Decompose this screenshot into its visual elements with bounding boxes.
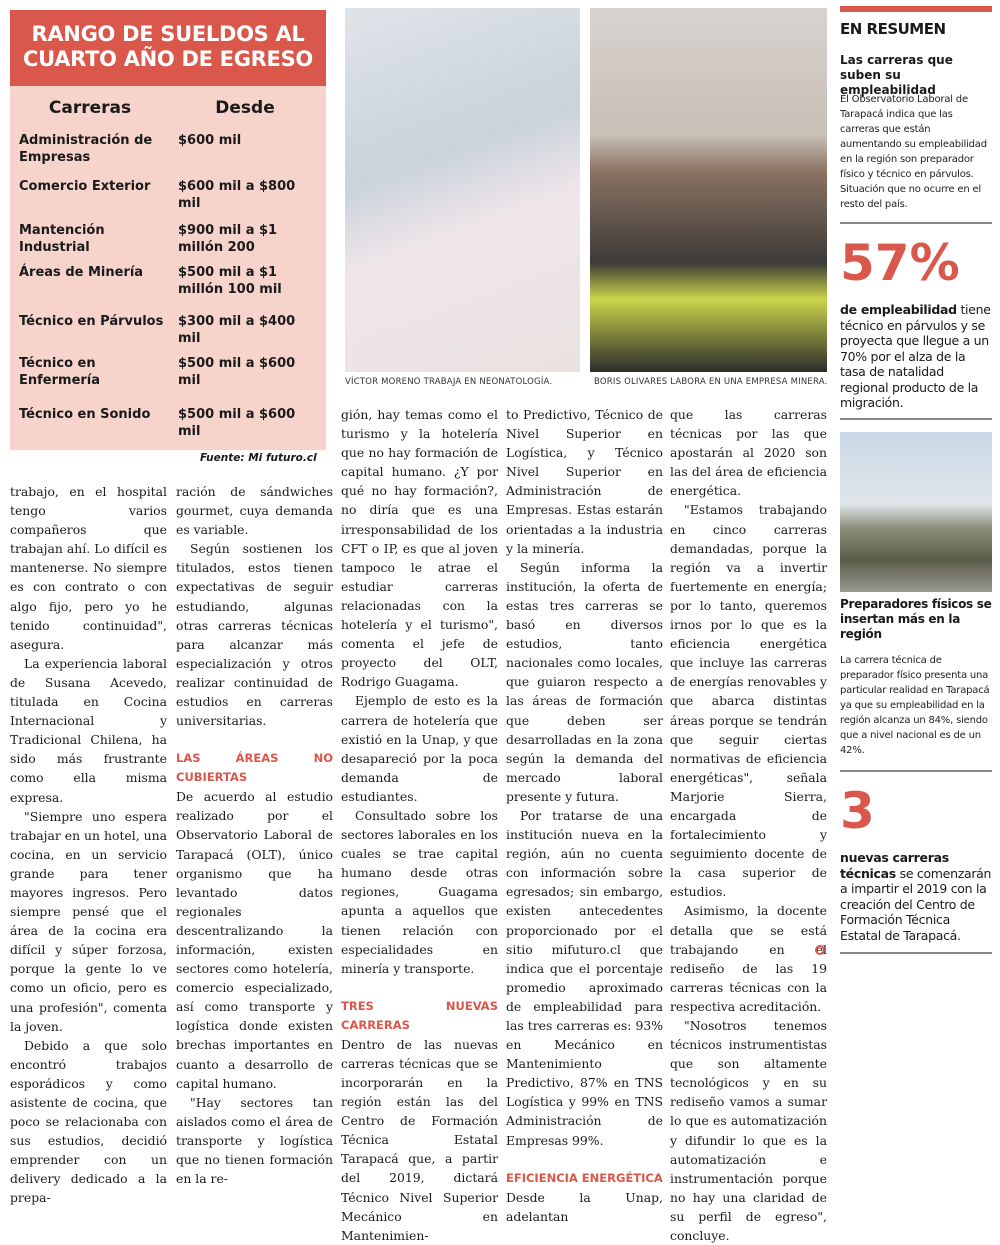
paragraph: Según informa la institución, la oferta de estas tres carreras se basó en diversos estudios, tanto nacionales como locales, que guiaron respecto a las áreas de formación que deben ser desarrolladas en la zona según la demanda del mercado laboral presente y futura. <box>506 559 663 804</box>
table-source: Fuente: Mi futuro.cl <box>200 452 317 464</box>
stat1-description <box>840 302 992 411</box>
article-column-3 <box>341 405 498 1245</box>
paragraph: trabajo, en el hospital tengo varios compañeros que trabajan ahí. Lo difícil es mantenerse. No siempre es con contrato o con algo fijo, pero yo he tenido continuidad", asegura. <box>10 484 167 652</box>
paragraph: La experiencia laboral de Susana Acevedo, titulada en Cocina Internacional y Tradicional Chilena, ha sido más frustrante como ella misma expresa. <box>10 655 167 805</box>
table-row <box>10 313 326 347</box>
paragraph: Debido a que solo encontró trabajos esporádicos y como asistente de cocina, que poco se relacionaba con sus estudios, decidió emprender con un delivery dedicado a la prepa- <box>10 1037 167 1206</box>
photo-boris-olivares <box>590 8 827 372</box>
divider <box>840 770 992 772</box>
photo1-caption: VÍCTOR MORENO TRABAJA EN NEONATOLOGÍA. <box>345 377 553 387</box>
section-heading: LAS ÁREAS NO CUBIERTAS <box>176 751 333 785</box>
stat-3: 3 <box>840 782 875 840</box>
photo2-caption: BORIS OLIVARES LABORA EN UNA EMPRESA MINERA. <box>594 377 828 387</box>
desde-cell: $500 mil a $600 mil <box>178 356 296 388</box>
desde-cell: $500 mil a $600 mil <box>178 407 296 439</box>
article-column-1 <box>10 482 167 1208</box>
table-title <box>10 10 326 86</box>
column-desde: Desde <box>215 98 275 118</box>
paragraph: Desde la Unap, adelantan <box>506 1189 663 1224</box>
article-column-4 <box>506 405 663 1226</box>
stat2-description <box>840 850 992 943</box>
carrera-cell: Áreas de Minería <box>19 265 144 280</box>
stat1-text: tiene técnico en párvulos y se proyecta que llegue a un 70% por el alza de la tasa de natalidad regional producto de la migración. <box>840 302 991 410</box>
paragraph: gión, hay temas como el turismo y la hotelería que no hay formación de capital humano. ¿Y por qué no hay formación?, no diría que es una irresponsabilidad de los CFT o IP, es que al joven tampoco le atrae el estudiar carreras relacionadas con la hotelería y el turismo", comenta el jefe de proyecto del OLT, Rodrigo Guagama. <box>341 407 498 690</box>
sidebar-title: EN RESUMEN <box>840 20 946 38</box>
desde-cell: $300 mil a $400 mil <box>178 314 296 346</box>
table-row <box>10 132 326 166</box>
paragraph: "Nosotros tenemos técnicos instrumentistas que son altamente tecnológicos y en su rediseño vamos a sumar lo que es automatización y difundir lo que es la automatización e instrumentación porque no hay una claridad de su perfil de egreso", concluye. <box>670 1018 827 1244</box>
paragraph: "Hay sectores tan aislados como el área de transporte y logística que no tienen formación en la re- <box>176 1094 333 1187</box>
table-header <box>10 86 326 122</box>
divider <box>840 952 992 954</box>
carrera-cell: Administración de Empresas <box>19 133 153 165</box>
sidebar-text: El Observatorio Laboral de Tarapacá indica que las carreras que están aumentando su empleabilidad en la región son preparador físico y técnico en párvulos. Situación que no ocurre en el resto del país. <box>840 94 987 210</box>
divider <box>840 222 992 224</box>
desde-cell: $600 mil <box>178 133 242 148</box>
sidebar-accent-bar <box>840 6 992 12</box>
end-mark-icon <box>815 945 825 955</box>
salary-table <box>10 10 326 450</box>
carrera-cell: Comercio Exterior <box>19 179 151 194</box>
photo-victor-moreno <box>345 8 580 372</box>
sidebar-text: La carrera técnica de preparador físico presenta una particular realidad en Tarapacá ya que su empleabilidad en la región alcanza un 84%, siendo que a nivel nacional es de un 42%. <box>840 655 990 756</box>
paragraph: Dentro de las nuevas carreras técnicas que se incorporarán en la región están las del Centro de Formación Técnica Estatal Tarapacá que, a partir del 2019, dictará Técnico Nivel Superior Mecánico en Mantenimien- <box>341 1036 498 1243</box>
paragraph: que las carreras técnicas por las que apostarán al 2020 son las del área de eficiencia energética. <box>670 407 827 499</box>
paragraph: to Predictivo, Técnico de Nivel Superior en Logística, y Técnico Nivel Superior en Administración de Empresas. Estas estarán orientadas a la industria y la minería. <box>506 407 663 556</box>
table-title-line2: CUARTO AÑO DE EGRESO <box>23 47 313 71</box>
table-row <box>10 406 326 440</box>
paragraph: Consultado sobre los sectores laborales en los cuales se trae capital humano desde otras regiones, Guagama apunta a aquellos que tienen relación con especialidades en minería y transporte. <box>341 807 498 976</box>
table-row <box>10 178 326 212</box>
section-heading: TRES NUEVAS CARRERAS <box>341 998 498 1032</box>
paragraph: ración de sándwiches gourmet, cuya demanda es variable. <box>176 484 333 538</box>
carrera-cell: Mantención Industrial <box>19 223 105 255</box>
paragraph: "Estamos trabajando en cinco carreras demandadas, porque la región va a invertir fuertemente en energía; por lo tanto, queremos irnos por lo que es la eficiencia energética que incluye las carreras de energías renovables y que abarca distintas áreas porque se tendrán que seguir ciertas normativas de eficiencia energéticas", señala Marjorie Sierra, encargada de fortalecimiento y seguimiento docente de la casa superior de estudios. <box>670 502 827 900</box>
stat2-text: se comenzarán a impartir el 2019 con la creación del Centro de Formación Técnica Estatal de Tarapacá. <box>840 865 992 943</box>
carrera-cell: Técnico en Sonido <box>19 407 151 422</box>
stat-57-percent: 57% <box>840 234 960 292</box>
carrera-cell: Técnico en Párvulos <box>19 314 164 329</box>
stat1-bold: de empleabilidad <box>840 302 957 317</box>
table-title-line1: RANGO DE SUELDOS AL <box>31 22 305 46</box>
paragraph: Ejemplo de esto es la carrera de hotelería que existió en la Unap, y que desapareció por la poca demanda de estudiantes. <box>341 693 498 804</box>
desde-cell: $500 mil a $1 millón 100 mil <box>178 265 282 297</box>
table-row <box>10 222 326 256</box>
desde-cell: $900 mil a $1 millón 200 <box>178 223 278 255</box>
section-heading: EFICIENCIA ENERGÉTICA <box>506 1170 663 1185</box>
stat2-bold: nuevas carreras técnicas <box>840 850 949 881</box>
divider <box>840 418 992 420</box>
photo-preparadores-fisicos <box>840 432 992 592</box>
article-column-2 <box>176 482 333 1188</box>
column-carreras: Carreras <box>48 98 132 118</box>
desde-cell: $600 mil a $800 mil <box>178 179 296 211</box>
paragraph: Por tratarse de una institución nueva en la región, aún no cuenta con información sobre egresados; sin embargo, existen antecedentes proporcionado por el sitio mifuturo.cl que indica que el porcentaje promedio aproximado de empleabilidad para las tres carreras es: 93% en Mecánico en Mantenimiento Predictivo, 87% en TNS Logística y 99% en TNS Administración de Empresas 99%. <box>506 807 663 1148</box>
table-row <box>10 264 326 298</box>
sidebar-subtitle: Preparadores físicos se insertan más en la región <box>840 597 992 641</box>
carrera-cell: Técnico en Enfermería <box>19 356 101 388</box>
sidebar-subtitle: Las carreras que suben su empleabilidad <box>840 53 953 97</box>
table-row <box>10 355 326 389</box>
paragraph: Asimismo, la docente detalla que se está trabajando en el rediseño de las 19 carreras técnicas con la respectiva acreditación. <box>670 903 827 1014</box>
paragraph: Según sostienen los titulados, estos tienen expectativas de seguir estudiando, algunas otras carreras técnicas para alcanzar más especialización y otros realizar continuidad de estudios en carreras universitarias. <box>176 541 333 729</box>
paragraph: "Siempre uno espera trabajar en un hotel, una cocina, en un servicio grande para tener mayores ingresos. Pero siempre pensé que el área de la cocina era difícil y súper forzosa, porque la gente lo ve como un oficio, pero es una profesión", comenta la joven. <box>10 808 167 1034</box>
paragraph: De acuerdo al estudio realizado por el Observatorio Laboral de Tarapacá (OLT), único organismo que ha levantado datos regionales descentralizando la información, existen sectores como hotelería, comercio especializado, así como transporte y logística donde existen brechas importantes en cuanto a desarrollo de capital humano. <box>176 789 333 1091</box>
article-column-5 <box>670 405 827 1245</box>
